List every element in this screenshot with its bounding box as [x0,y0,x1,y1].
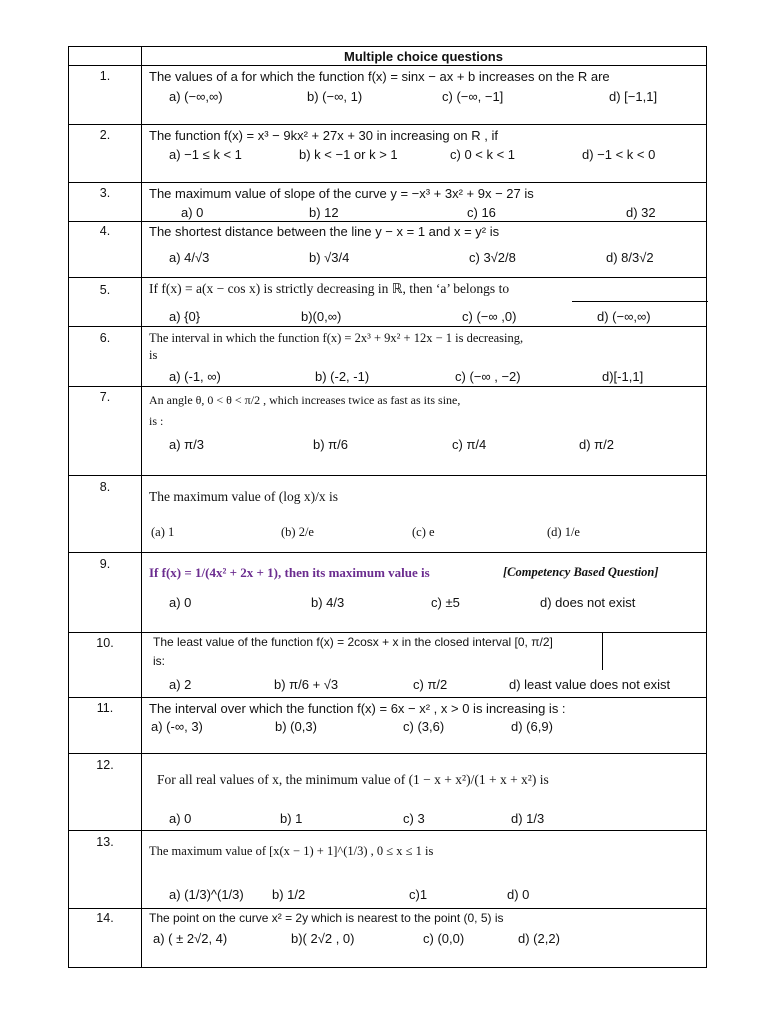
question-text-cont: is: [153,654,165,668]
question-number: 9. [99,557,111,571]
question-text: The interval over which the function f(x) = 6x − x² , x > 0 is increasing is : [149,701,566,716]
row-divider [69,552,706,553]
question-text: The shortest distance between the line y − x = 1 and x = y² is [149,224,500,239]
option-c: c) 3√2/8 [469,250,516,265]
option-a: a) 2 [169,677,192,692]
row-divider [69,830,706,831]
competency-tag: [Competency Based Question] [503,565,659,579]
option-b: b) (0,3) [275,719,317,734]
question-text: The least value of the function f(x) = 2cosx + x in the closed interval [0, π/2] [153,635,553,649]
row-divider [69,65,706,66]
question-text: For all real values of x, the minimum value of (1 − x + x²)/(1 + x + x²) is [157,772,549,787]
option-c: c) 0 < k < 1 [450,147,516,162]
option-a: a) (−∞,∞) [169,89,223,104]
row-divider [69,908,706,909]
option-a: a) −1 ≤ k < 1 [169,147,242,162]
question-text: If f(x) = a(x − cos x) is strictly decreasing in ℝ, then ‘a’ belongs to [149,281,510,296]
question-number: 2. [99,128,111,142]
question-text: The function f(x) = x³ − 9kx² + 27x + 30 in increasing on R , if [149,128,499,143]
mcq-table [68,46,707,968]
option-d: d) [−1,1] [609,89,658,104]
option-d: d) (2,2) [518,931,560,946]
row-divider [69,632,706,633]
option-b: b) π/6 + √3 [274,677,339,692]
option-b: b)(0,∞) [301,309,342,324]
option-c: c) 3 [403,811,425,826]
divider-line [602,632,603,670]
option-d: d) (6,9) [511,719,553,734]
option-d: d) 32 [626,205,656,220]
option-b: b) 12 [309,205,339,220]
question-number: 8. [99,480,111,494]
row-divider [69,475,706,476]
question-number: 12. [96,758,114,772]
question-number: 6. [99,331,111,345]
question-number: 3. [99,186,111,200]
question-text-cont: is [149,348,158,362]
option-b: b) (-2, -1) [315,369,370,384]
row-divider [69,386,706,387]
question-number: 5. [99,283,111,297]
option-c: c) (0,0) [423,931,465,946]
option-a: a) ( ± 2√2, 4) [153,931,228,946]
option-a: (a) 1 [151,525,175,539]
question-text: The values of a for which the function f(x) = sinx − ax + b increases on the R are [149,69,610,84]
question-number: 10. [96,636,114,650]
option-a: a) (1/3)^(1/3) [169,887,244,902]
option-c: c) (−∞ ,0) [462,309,517,324]
row-divider [69,182,706,183]
row-divider [69,277,706,278]
row-divider [69,124,706,125]
divider-line [572,301,708,302]
row-divider [69,697,706,698]
option-d: d) 8/3√2 [606,250,654,265]
option-c: c) π/4 [452,437,487,452]
question-number: 11. [96,701,114,715]
question-text: An angle θ, 0 < θ < π/2 , which increases twice as fast as its sine, [149,393,461,407]
question-text: The maximum value of [x(x − 1) + 1]^(1/3) , 0 ≤ x ≤ 1 is [149,844,434,858]
question-text: The maximum value of (log x)/x is [149,489,338,504]
table-title: Multiple choice questions [344,49,503,64]
option-d: d) π/2 [579,437,614,452]
option-b: b) (−∞, 1) [307,89,363,104]
option-a: a) π/3 [169,437,204,452]
option-d: (d) 1/e [547,525,580,539]
option-b: b) 1 [280,811,303,826]
row-divider [69,326,706,327]
option-d: d)[-1,1] [602,369,644,384]
option-a: a) 0 [169,595,192,610]
option-b: (b) 2/e [281,525,314,539]
option-c: c) ±5 [431,595,460,610]
option-b: b) 1/2 [272,887,306,902]
option-d: d) least value does not exist [509,677,671,692]
question-number: 7. [99,390,111,404]
option-c: c) π/2 [413,677,448,692]
option-a: a) (-∞, 3) [151,719,203,734]
option-a: a) (-1, ∞) [169,369,221,384]
option-d: d) (−∞,∞) [597,309,651,324]
option-b: b) π/6 [313,437,348,452]
option-c: c) (−∞, −1] [442,89,504,104]
option-d: d) −1 < k < 0 [582,147,656,162]
option-c: c)1 [409,887,428,902]
option-a: a) {0} [169,309,201,324]
option-c: (c) e [412,525,435,539]
question-text: The point on the curve x² = 2y which is nearest to the point (0, 5) is [149,911,504,925]
option-b: b) √3/4 [309,250,350,265]
row-divider [69,753,706,754]
question-number: 1. [99,69,111,83]
option-b: b) 4/3 [311,595,345,610]
question-text-cont: is : [149,414,164,428]
row-divider [69,221,706,222]
column-divider [141,47,142,967]
option-d: d) 1/3 [511,811,545,826]
option-d: d) does not exist [540,595,636,610]
option-c: c) 16 [467,205,496,220]
question-text: The maximum value of slope of the curve y = −x³ + 3x² + 9x − 27 is [149,186,534,201]
question-number: 14. [96,911,114,925]
option-b: b)( 2√2 , 0) [291,931,355,946]
question-text: The interval in which the function f(x) = 2x³ + 9x² + 12x − 1 is decreasing, [149,331,524,345]
option-b: b) k < −1 or k > 1 [299,147,398,162]
option-c: c) (3,6) [403,719,445,734]
question-number: 4. [99,224,111,238]
option-c: c) (−∞ , −2) [455,369,521,384]
option-a: a) 0 [181,205,204,220]
question-text: If f(x) = 1/(4x² + 2x + 1), then its maximum value is [149,565,430,580]
question-number: 13. [96,835,114,849]
option-a: a) 0 [169,811,192,826]
option-d: d) 0 [507,887,530,902]
option-a: a) 4/√3 [169,250,210,265]
